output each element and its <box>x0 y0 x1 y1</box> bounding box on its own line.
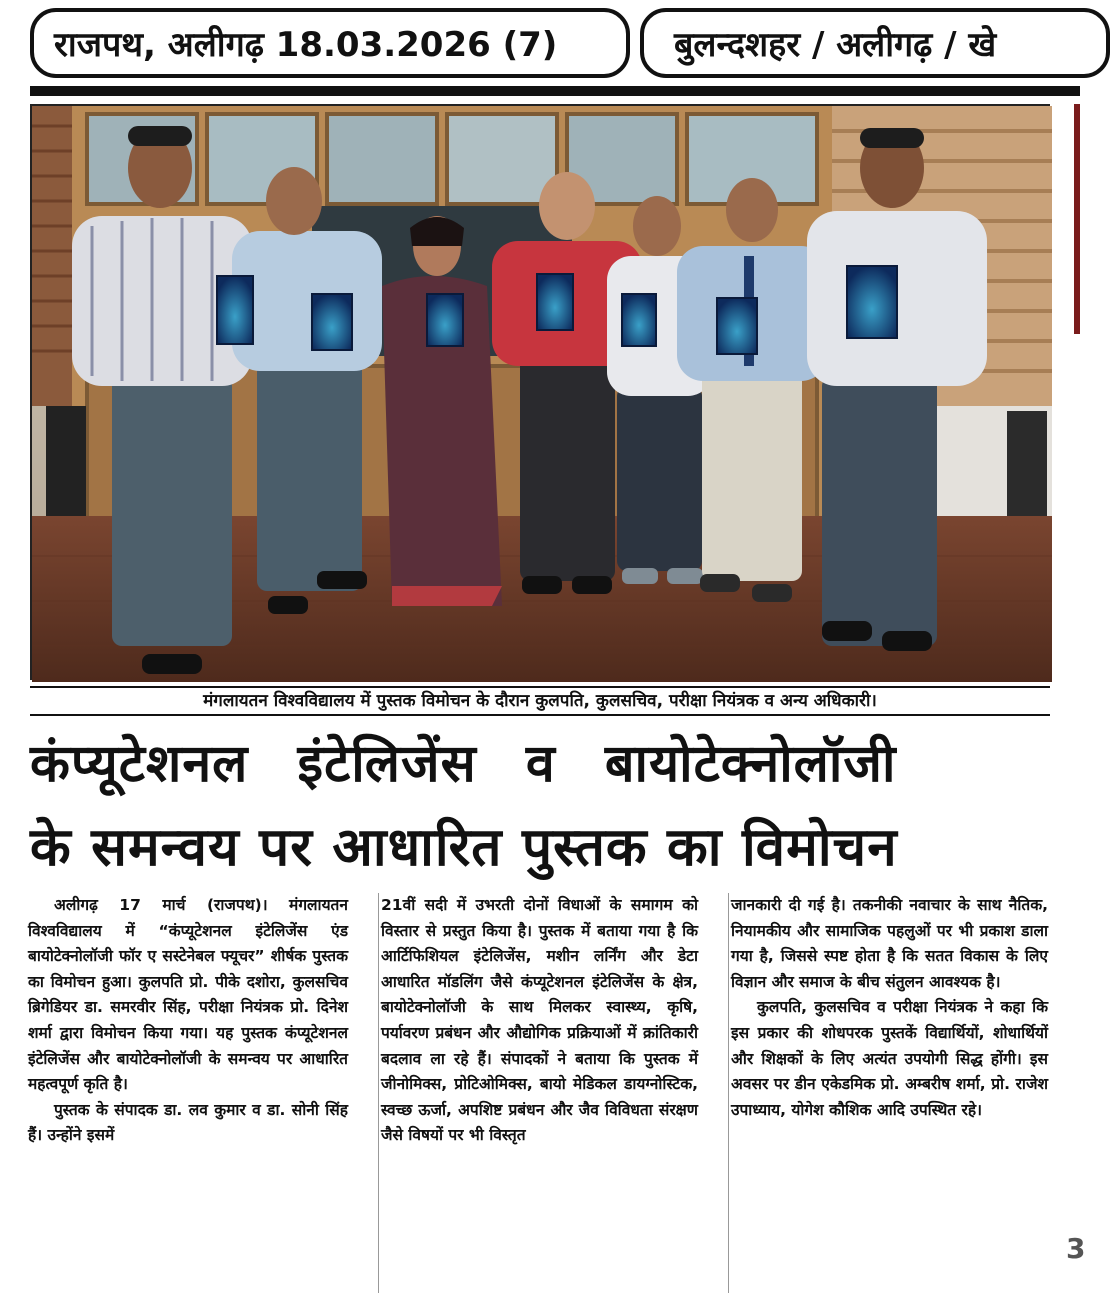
left-window-blinds <box>32 106 72 406</box>
article-paragraph: 21वीं सदी में उभरती दोनों विधाओं के समागम को विस्तार से प्रस्तुत किया है। पुस्तक में बताया गया है कि आर्टिफिशियल इंटेलिजेंस, मशीन लर्निंग और डेटा आधारित मॉडलिंग जैसे कंप्यूटेशनल इंटेलिजेंस के क्षेत्र, बायोटेक्नोलॉजी के साथ मिलकर स्वास्थ्य, कृषि, पर्यावरण प्रबंधन और औद्योगिक प्रक्रियाओं में क्रांतिकारी बदलाव ला रहे हैं। संपादकों ने बताया कि पुस्तक में जीनोमिक्स, प्रोटिओमिक्स, बायो मेडिकल डायग्नोस्टिक, स्वच्छ ऊर्जा, अपशिष्ट प्रबंधन और जैव विविधता संरक्षण जैसे विषयों पर भी विस्तृत <box>381 896 698 1145</box>
headline-line-2: के समन्वय पर आधारित पुस्तक का विमोचन <box>30 817 898 878</box>
masthead-section-text: बुलन्दशहर / अलीगढ़ / खे <box>674 25 997 65</box>
article-column-2 <box>378 893 698 1293</box>
photo-caption: मंगलायतन विश्वविद्यालय में पुस्तक विमोचन के दौरान कुलपति, कुलसचिव, परीक्षा नियंत्रक व अन्य अधिकारी। <box>30 686 1050 716</box>
masthead-rule <box>30 86 1080 96</box>
masthead-section <box>640 8 1110 78</box>
article-paragraph: जानकारी दी गई है। तकनीकी नवाचार के साथ नैतिक, नियामकीय और सामाजिक पहलुओं पर भी प्रकाश डाला गया है, जिससे स्पष्ट होता है कि सतत विकास के लिए विज्ञान और समाज के बीच संतुलन आवश्यक है। <box>731 896 1048 991</box>
headline-line-1: कंप्यूटेशनल इंटेलिजेंस व बायोटेक्नोलॉजी <box>30 734 897 794</box>
article-paragraph: कुलपति, कुलसचिव व परीक्षा नियंत्रक ने कहा कि इस प्रकार की शोधपरक पुस्तकें विद्यार्थियों, शोधार्थियों और शिक्षकों के लिए अत्यंत उपयोगी सिद्ध होंगी। इस अवसर पर डीन एकेडमिक प्रो. अम्बरीष शर्मा, प्रो. राजेश उपाध्याय, योगेश कौशिक आदि उपस्थित रहे। <box>731 998 1048 1119</box>
article-paragraph: अलीगढ़ 17 मार्च (राजपथ)। मंगलायतन विश्वविद्यालय में “कंप्यूटेशनल इंटेलिजेंस एंड बायोटेक्नोलॉजी फॉर ए सस्टेनेबल फ्यूचर” शीर्षक पुस्तक का विमोचन हुआ। कुलपति प्रो. पीके दशोरा, कुलसचिव ब्रिगेडियर डा. समरवीर सिंह, परीक्षा नियंत्रक प्रो. दिनेश शर्मा द्वारा विमोचन किया गया। यह पुस्तक कंप्यूटेशनल इंटेलिजेंस और बायोटेक्नोलॉजी के समन्वय पर आधारित महत्वपूर्ण कृति है। <box>28 896 348 1094</box>
cut-off-glyph: 3 <box>1066 1232 1086 1265</box>
article-column-3 <box>728 893 1048 1293</box>
masthead-dateline <box>30 8 630 78</box>
article-column-1 <box>28 893 348 1293</box>
news-photo <box>30 104 1050 680</box>
masthead-dateline-text: राजपथ, अलीगढ़ 18.03.2026 (7) <box>54 25 558 65</box>
photo-illustration <box>32 106 1052 682</box>
article-paragraph: पुस्तक के संपादक डा. लव कुमार व डा. सोनी सिंह हैं। उन्होंने इसमें <box>28 1100 348 1145</box>
room-heater <box>46 406 86 526</box>
page-edge-mark <box>1074 104 1080 334</box>
